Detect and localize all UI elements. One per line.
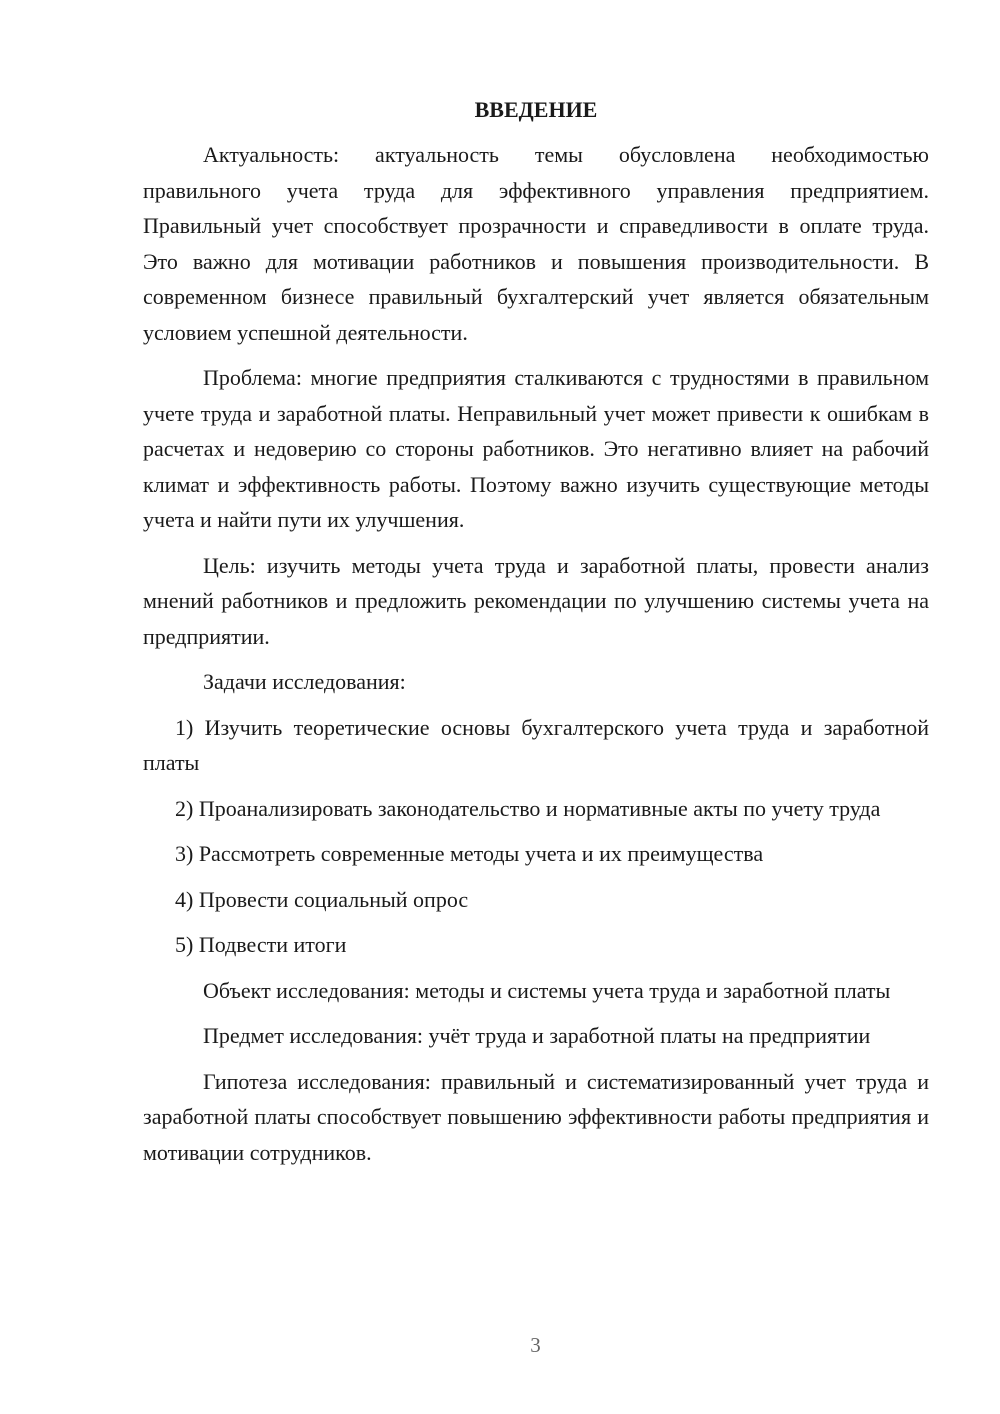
task-item-4: 4) Провести социальный опрос [175, 886, 469, 912]
task-item-2: 2) Проанализировать законодательство и нормативные акты по учету труда [175, 795, 881, 821]
section-title: ВВЕДЕНИЕ [474, 97, 598, 122]
paragraph-problem: Проблема: многие предприятия сталкиваются с трудностями в правильном учете труда и заработной платы. Неправильный учет может привести к ошибкам в расчетах и недоверию со стороны работников. Это негативно влияет на рабочий климат и эффективность работы. Поэтому важно изучить существующие методы учета и найти пути их улучшения. [143, 365, 929, 532]
page-number: 3 [530, 1333, 541, 1357]
task-item-1: 1) Изучить теоретические основы бухгалтерского учета труда и заработной платы [143, 714, 929, 775]
paragraph-goal: Цель: изучить методы учета труда и заработной платы, провести анализ мнений работников и предложить рекомендации по улучшению системы учета на предприятии. [143, 552, 929, 649]
document-body [143, 92, 929, 1170]
tasks-heading: Задачи исследования: [203, 669, 406, 694]
task-item-3: 3) Рассмотреть современные методы учета и их преимущества [175, 841, 764, 866]
paragraph-subject: Предмет исследования: учёт труда и заработной платы на предприятии [203, 1023, 871, 1048]
task-item-5: 5) Подвести итоги [175, 932, 347, 957]
paragraph-object: Объект исследования: методы и системы учета труда и заработной платы [203, 977, 891, 1003]
paragraph-relevance: Актуальность: актуальность темы обусловлена необходимостью правильного учета труда для эффективного управления предприятием. Правильный учет способствует прозрачности и справедливости в оплате труда. Это важно для мотивации работников и повышения производительности. В современном бизнесе правильный бухгалтерский учет является обязательным условием успешной деятельности. [143, 142, 929, 345]
paragraph-hypothesis: Гипотеза исследования: правильный и систематизированный учет труда и заработной платы способствует повышению эффективности работы предприятия и мотивации сотрудников. [143, 1068, 929, 1165]
